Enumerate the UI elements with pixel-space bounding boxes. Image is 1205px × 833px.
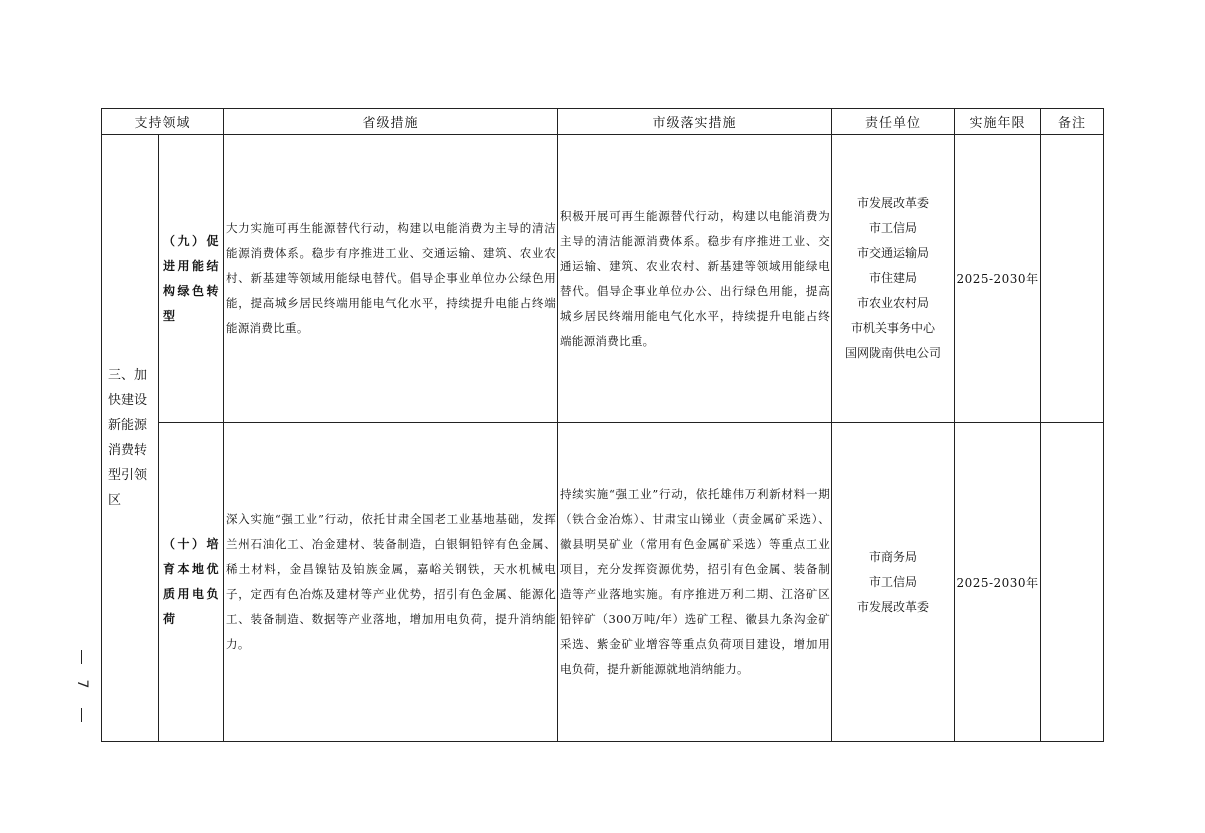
city-measure-cell: 积极开展可再生能源替代行动，构建以电能消费为主导的清洁能源消费体系。稳步有序推进工业、交通运输、建筑、农业农村、新基建等领域用能绿电替代。倡导企事业单位办公、出行绿色用能，提高城乡居民终端用能电气化水平，持续提升电能占终端能源消费比重。 [558,135,832,423]
header-note: 备注 [1041,109,1104,135]
responsible-unit: 市住建局 [869,271,918,285]
measures-table [101,108,1104,742]
responsible-unit: 市机关事务中心 [851,321,936,335]
responsible-unit: 市商务局 [869,549,918,564]
implementation-period-cell: 2025-2030年 [955,135,1041,423]
responsible-units-cell [832,135,955,423]
responsible-unit: 市发展改革委 [857,599,930,614]
responsible-unit: 国网陇南供电公司 [845,346,942,360]
page-number [70,648,94,724]
responsible-units-cell [832,423,955,742]
header-provincial-measures: 省级措施 [224,109,558,135]
responsible-unit: 市工信局 [869,574,918,589]
page-number-dash-top [81,650,82,664]
header-support-area: 支持领域 [102,109,224,135]
responsible-unit: 市工信局 [869,221,918,235]
implementation-period-cell: 2025-2030年 [955,423,1041,742]
subcategory-cell: （九）促进用能结构绿色转型 [159,135,224,423]
table-row [102,423,1104,742]
header-city-measures: 市级落实措施 [558,109,832,135]
city-measure-cell: 持续实施“强工业”行动，依托雄伟万利新材料一期（铁合金冶炼）、甘肃宝山锑业（责金属矿采选）、徽县明昊矿业（常用有色金属矿采选）等重点工业项目，充分发挥资源优势，招引有色金属、装备制造等产业落地实施。有序推进万利二期、江洛矿区铅锌矿（300万吨/年）选矿工程、徽县九条沟金矿采选、紫金矿业增容等重点负荷项目建设，增加用电负荷，提升新能源就地消纳能力。 [558,423,832,742]
responsible-unit: 市发展改革委 [857,196,930,210]
page-number-dash-bottom [81,708,82,722]
responsible-unit: 市农业农村局 [857,296,930,310]
header-implementation-period: 实施年限 [955,109,1041,135]
page-number-value: 7 [74,679,90,689]
provincial-measure-cell: 深入实施“强工业”行动，依托甘肃全国老工业基地基础，发挥兰州石油化工、冶金建材、装备制造，白银铜铅锌有色金属、稀土材料，金昌镍钴及铂族金属，嘉峪关钢铁，天水机械电子，定西有色冶炼及建材等产业优势，招引有色金属、能源化工、装备制造、数据等产业落地，增加用电负荷，提升消纳能力。 [224,423,558,742]
support-area-cell: 三、加快建设新能源消费转型引领区 [102,135,159,742]
responsible-unit: 市交通运输局 [857,246,930,260]
note-cell [1041,423,1104,742]
table-row [102,135,1104,423]
provincial-measure-cell: 大力实施可再生能源替代行动，构建以电能消费为主导的清洁能源消费体系。稳步有序推进工业、交通运输、建筑、农业农村、新基建等领域用能绿电替代。倡导企事业单位办公绿色用能，提高城乡居民终端用能电气化水平，持续提升电能占终端能源消费比重。 [224,135,558,423]
header-responsible-units: 责任单位 [832,109,955,135]
subcategory-cell: （十）培育本地优质用电负荷 [159,423,224,742]
note-cell [1041,135,1104,423]
header-row [102,109,1104,135]
